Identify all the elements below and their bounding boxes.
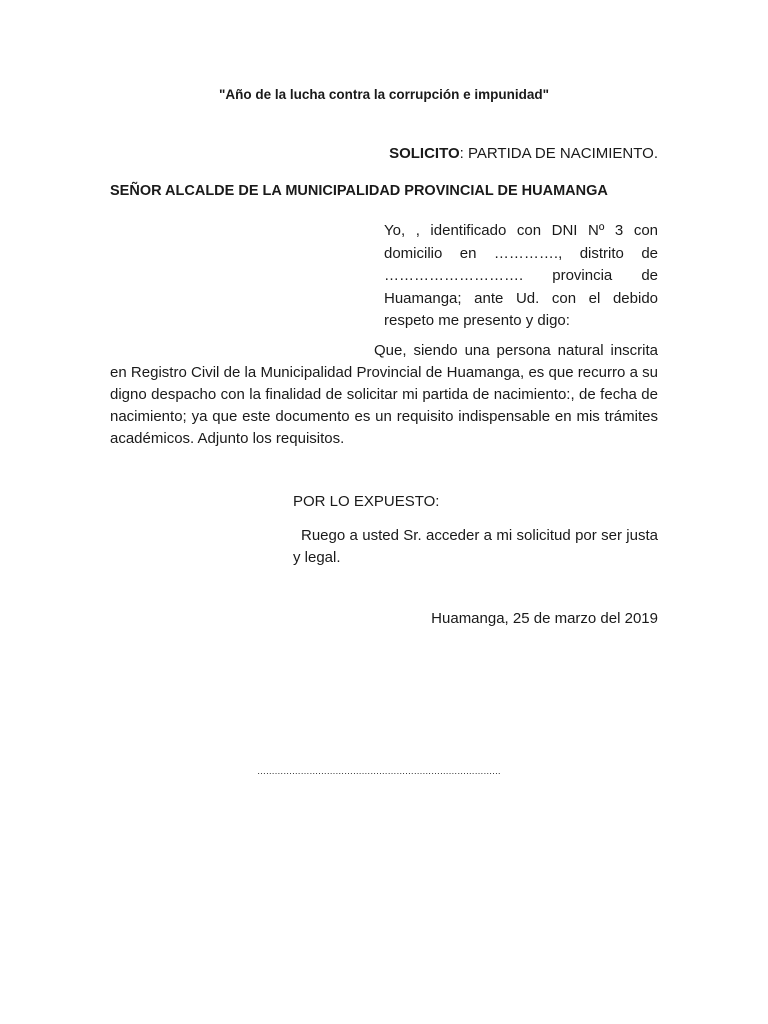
closing-request: Ruego a usted Sr. acceder a mi solicitud por ser justa y legal. bbox=[293, 527, 658, 566]
addressee: SEÑOR ALCALDE DE LA MUNICIPALIDAD PROVINCIAL DE HUAMANGA bbox=[110, 183, 608, 199]
applicant-intro: Yo, , identificado con DNI Nº 3 con domicilio en …………., distrito de ………………………. provincia de Huamanga; ante Ud. con el debido respeto me presento y digo: bbox=[384, 222, 658, 330]
closing-heading: POR LO EXPUESTO: bbox=[293, 493, 440, 510]
year-motto: "Año de la lucha contra la corrupción e impunidad" bbox=[218, 87, 550, 102]
request-subject-label: SOLICITO bbox=[389, 145, 460, 162]
place-and-date: Huamanga, 25 de marzo del 2019 bbox=[431, 610, 658, 627]
request-subject bbox=[389, 145, 658, 162]
signature-line: ………………………………………………………………………… bbox=[257, 766, 501, 776]
request-body: Que, siendo una persona natural inscrita en Registro Civil de la Municipalidad Provincial de Huamanga, es que recurro a su digno despacho con la finalidad de solicitar mi partida de nacimiento:, de fecha de nacimiento; ya que este documento es un requisito indispensable en mis trámites académicos. Adjunto los requisitos. bbox=[110, 342, 658, 447]
request-subject-value: : PARTIDA DE NACIMIENTO. bbox=[459, 145, 658, 162]
